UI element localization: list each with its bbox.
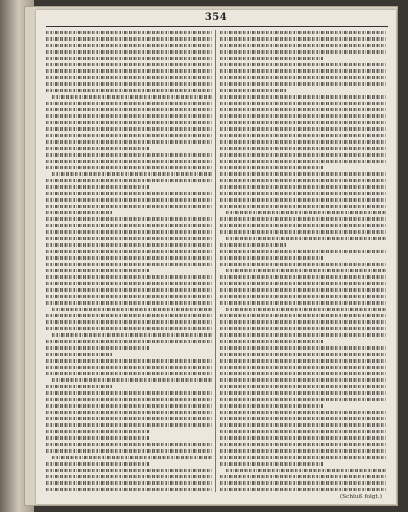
text-glyph-run	[220, 147, 386, 150]
text-line	[220, 300, 386, 306]
text-glyph-run	[46, 391, 212, 394]
text-glyph-run	[220, 436, 386, 439]
text-line	[220, 487, 386, 493]
text-glyph-run	[46, 263, 212, 266]
text-glyph-run	[220, 31, 386, 34]
text-line	[46, 255, 212, 261]
text-glyph-run	[220, 404, 323, 407]
text-glyph-run	[220, 89, 286, 92]
text-glyph-run	[226, 469, 386, 472]
text-glyph-run	[46, 230, 212, 233]
text-line	[220, 107, 386, 113]
text-glyph-run	[220, 488, 386, 491]
text-glyph-run	[46, 288, 212, 291]
text-glyph-run	[220, 198, 386, 201]
text-glyph-run	[52, 378, 212, 381]
text-glyph-run	[46, 211, 112, 214]
text-line	[46, 345, 149, 351]
text-glyph-run	[46, 295, 212, 298]
text-line	[220, 268, 386, 274]
text-glyph-run	[46, 256, 212, 259]
text-glyph-run	[220, 282, 386, 285]
text-glyph-run	[220, 346, 386, 349]
text-glyph-run	[46, 82, 212, 85]
text-glyph-run	[46, 275, 212, 278]
text-line	[46, 461, 149, 467]
text-glyph-run	[220, 63, 386, 66]
text-glyph-run	[220, 385, 386, 388]
text-glyph-run	[46, 57, 212, 60]
text-line	[220, 416, 386, 422]
text-glyph-run	[46, 359, 212, 362]
text-glyph-run	[220, 127, 386, 130]
text-glyph-run	[46, 121, 212, 124]
text-line	[220, 210, 386, 216]
text-glyph-run	[220, 69, 386, 72]
text-line	[220, 94, 386, 100]
text-glyph-run	[46, 327, 212, 330]
text-glyph-run	[226, 237, 386, 240]
text-glyph-run	[46, 205, 212, 208]
text-line	[220, 82, 386, 88]
text-line	[46, 403, 212, 409]
text-glyph-run	[46, 160, 212, 163]
text-glyph-run	[220, 140, 386, 143]
text-line	[220, 185, 386, 191]
text-glyph-run	[46, 147, 149, 150]
text-glyph-run	[220, 417, 386, 420]
text-glyph-run	[46, 443, 212, 446]
text-glyph-run	[220, 37, 386, 40]
document-page	[36, 10, 396, 504]
text-glyph-run	[46, 243, 212, 246]
text-line	[220, 461, 323, 467]
text-glyph-run	[220, 108, 386, 111]
text-line	[46, 94, 212, 100]
text-line	[46, 281, 212, 287]
text-glyph-run	[46, 372, 212, 375]
text-line	[220, 429, 386, 435]
text-glyph-run	[46, 423, 212, 426]
text-glyph-run	[226, 269, 386, 272]
text-glyph-run	[220, 57, 323, 60]
text-glyph-run	[220, 295, 386, 298]
text-line	[220, 75, 386, 81]
text-glyph-run	[46, 127, 212, 130]
text-glyph-run	[220, 166, 323, 169]
text-glyph-run	[46, 185, 149, 188]
text-glyph-run	[52, 308, 212, 311]
text-glyph-run	[46, 462, 149, 465]
text-line	[220, 62, 386, 68]
text-glyph-run	[220, 192, 386, 195]
text-line	[46, 107, 212, 113]
text-glyph-run	[46, 166, 212, 169]
right-column	[220, 30, 386, 500]
left-column	[46, 30, 212, 496]
text-line	[220, 474, 386, 480]
text-glyph-run	[220, 288, 386, 291]
text-glyph-run	[220, 179, 386, 182]
text-glyph-run	[220, 243, 286, 246]
text-line	[46, 62, 212, 68]
text-line	[220, 178, 386, 184]
text-glyph-run	[46, 153, 212, 156]
text-glyph-run	[220, 475, 386, 478]
text-line	[220, 242, 286, 248]
text-line	[220, 49, 386, 55]
text-glyph-run	[46, 217, 212, 220]
column-divider	[215, 30, 216, 492]
text-line	[46, 288, 212, 294]
text-glyph-run	[220, 230, 386, 233]
text-line	[46, 210, 112, 216]
text-glyph-run	[46, 89, 212, 92]
text-glyph-run	[220, 327, 386, 330]
text-line	[46, 448, 212, 454]
text-glyph-run	[46, 237, 212, 240]
text-line	[46, 75, 212, 81]
text-glyph-run	[46, 301, 212, 304]
text-line	[46, 197, 212, 203]
text-glyph-run	[46, 385, 112, 388]
closing-note: (Schluß folgt.)	[339, 493, 382, 500]
text-line	[220, 281, 386, 287]
text-glyph-run	[220, 217, 386, 220]
text-glyph-run	[46, 44, 212, 47]
text-glyph-run	[46, 353, 112, 356]
text-glyph-run	[46, 320, 212, 323]
text-line	[46, 82, 212, 88]
text-glyph-run	[52, 456, 212, 459]
text-line	[46, 268, 149, 274]
text-glyph-run	[220, 391, 386, 394]
text-line	[46, 139, 212, 145]
text-line	[46, 384, 112, 390]
text-glyph-run	[46, 475, 212, 478]
text-glyph-run	[220, 256, 323, 259]
text-line	[220, 448, 386, 454]
text-glyph-run	[46, 76, 212, 79]
text-glyph-run	[220, 462, 323, 465]
text-glyph-run	[220, 301, 386, 304]
text-line	[220, 403, 323, 409]
text-glyph-run	[220, 378, 386, 381]
text-line	[220, 288, 386, 294]
text-line	[220, 165, 323, 171]
text-glyph-run	[220, 95, 386, 98]
text-glyph-run	[220, 411, 386, 414]
text-line	[220, 197, 386, 203]
text-line	[46, 371, 212, 377]
text-glyph-run	[220, 359, 386, 362]
text-glyph-run	[46, 488, 212, 491]
text-line	[46, 185, 149, 191]
text-glyph-run	[220, 423, 386, 426]
text-glyph-run	[220, 320, 386, 323]
text-glyph-run	[46, 224, 212, 227]
text-line	[46, 300, 212, 306]
text-glyph-run	[220, 449, 386, 452]
text-glyph-run	[220, 102, 386, 105]
text-line	[220, 36, 386, 42]
text-line	[220, 139, 386, 145]
text-glyph-run	[220, 134, 386, 137]
text-glyph-run	[220, 172, 386, 175]
text-line	[220, 371, 386, 377]
text-glyph-run	[52, 333, 212, 336]
text-glyph-run	[46, 192, 212, 195]
text-line	[46, 313, 212, 319]
text-line	[46, 223, 212, 229]
text-line	[46, 429, 149, 435]
text-glyph-run	[220, 366, 386, 369]
text-line	[220, 391, 386, 397]
text-glyph-run	[220, 205, 386, 208]
text-glyph-run	[220, 82, 386, 85]
text-glyph-run	[220, 224, 386, 227]
text-glyph-run	[46, 108, 212, 111]
text-line	[220, 120, 386, 126]
text-glyph-run	[52, 95, 212, 98]
text-glyph-run	[220, 443, 386, 446]
text-line	[46, 416, 212, 422]
text-glyph-run	[220, 263, 386, 266]
text-line	[220, 358, 386, 364]
text-glyph-run	[46, 411, 212, 414]
text-glyph-run	[220, 121, 386, 124]
text-glyph-run	[46, 269, 149, 272]
text-glyph-run	[220, 353, 386, 356]
text-glyph-run	[220, 340, 323, 343]
text-glyph-run	[46, 449, 212, 452]
text-line	[46, 391, 212, 397]
text-glyph-run	[46, 366, 212, 369]
text-glyph-run	[46, 102, 212, 105]
text-line	[220, 223, 386, 229]
text-line	[46, 120, 212, 126]
text-line	[220, 345, 386, 351]
text-line	[46, 326, 212, 332]
text-line	[46, 474, 212, 480]
text-glyph-run	[220, 275, 386, 278]
text-glyph-run	[46, 37, 212, 40]
text-glyph-run	[220, 50, 386, 53]
text-glyph-run	[220, 372, 386, 375]
text-glyph-run	[46, 436, 149, 439]
header-rule	[46, 26, 388, 27]
text-line	[220, 313, 386, 319]
text-glyph-run	[220, 333, 386, 336]
text-glyph-run	[46, 481, 212, 484]
text-glyph-run	[46, 114, 212, 117]
text-glyph-run	[46, 346, 149, 349]
text-line	[220, 152, 386, 158]
text-glyph-run	[46, 404, 212, 407]
text-glyph-run	[46, 50, 212, 53]
text-glyph-run	[46, 417, 212, 420]
text-glyph-run	[46, 198, 212, 201]
text-glyph-run	[46, 179, 212, 182]
text-glyph-run	[220, 456, 386, 459]
text-glyph-run	[220, 114, 386, 117]
text-line	[220, 326, 386, 332]
text-glyph-run	[46, 63, 212, 66]
text-line	[220, 384, 386, 390]
text-glyph-run	[46, 430, 149, 433]
text-glyph-run	[46, 340, 212, 343]
text-glyph-run	[220, 76, 386, 79]
text-glyph-run	[46, 469, 212, 472]
text-glyph-run	[220, 185, 386, 188]
text-line	[46, 178, 212, 184]
text-glyph-run	[220, 44, 386, 47]
text-glyph-run	[46, 31, 212, 34]
text-line	[46, 487, 212, 493]
text-glyph-run	[226, 308, 386, 311]
text-line	[46, 242, 212, 248]
text-glyph-run	[220, 314, 386, 317]
text-glyph-run	[220, 481, 386, 484]
text-glyph-run	[46, 140, 212, 143]
text-glyph-run	[220, 430, 386, 433]
text-glyph-run	[220, 398, 386, 401]
text-glyph-run	[226, 211, 386, 214]
text-glyph-run	[46, 314, 212, 317]
text-line	[46, 165, 212, 171]
text-glyph-run	[46, 398, 212, 401]
text-glyph-run	[46, 134, 212, 137]
text-line	[46, 358, 212, 364]
text-glyph-run	[52, 172, 212, 175]
text-glyph-run	[220, 250, 386, 253]
text-line	[46, 36, 212, 42]
text-line	[220, 255, 323, 261]
page-number: 354	[204, 12, 228, 23]
text-glyph-run	[46, 250, 212, 253]
text-line	[46, 152, 212, 158]
text-line	[46, 49, 212, 55]
text-glyph-run	[220, 153, 386, 156]
text-glyph-run	[220, 160, 386, 163]
text-glyph-run	[46, 282, 212, 285]
text-glyph-run	[46, 69, 212, 72]
